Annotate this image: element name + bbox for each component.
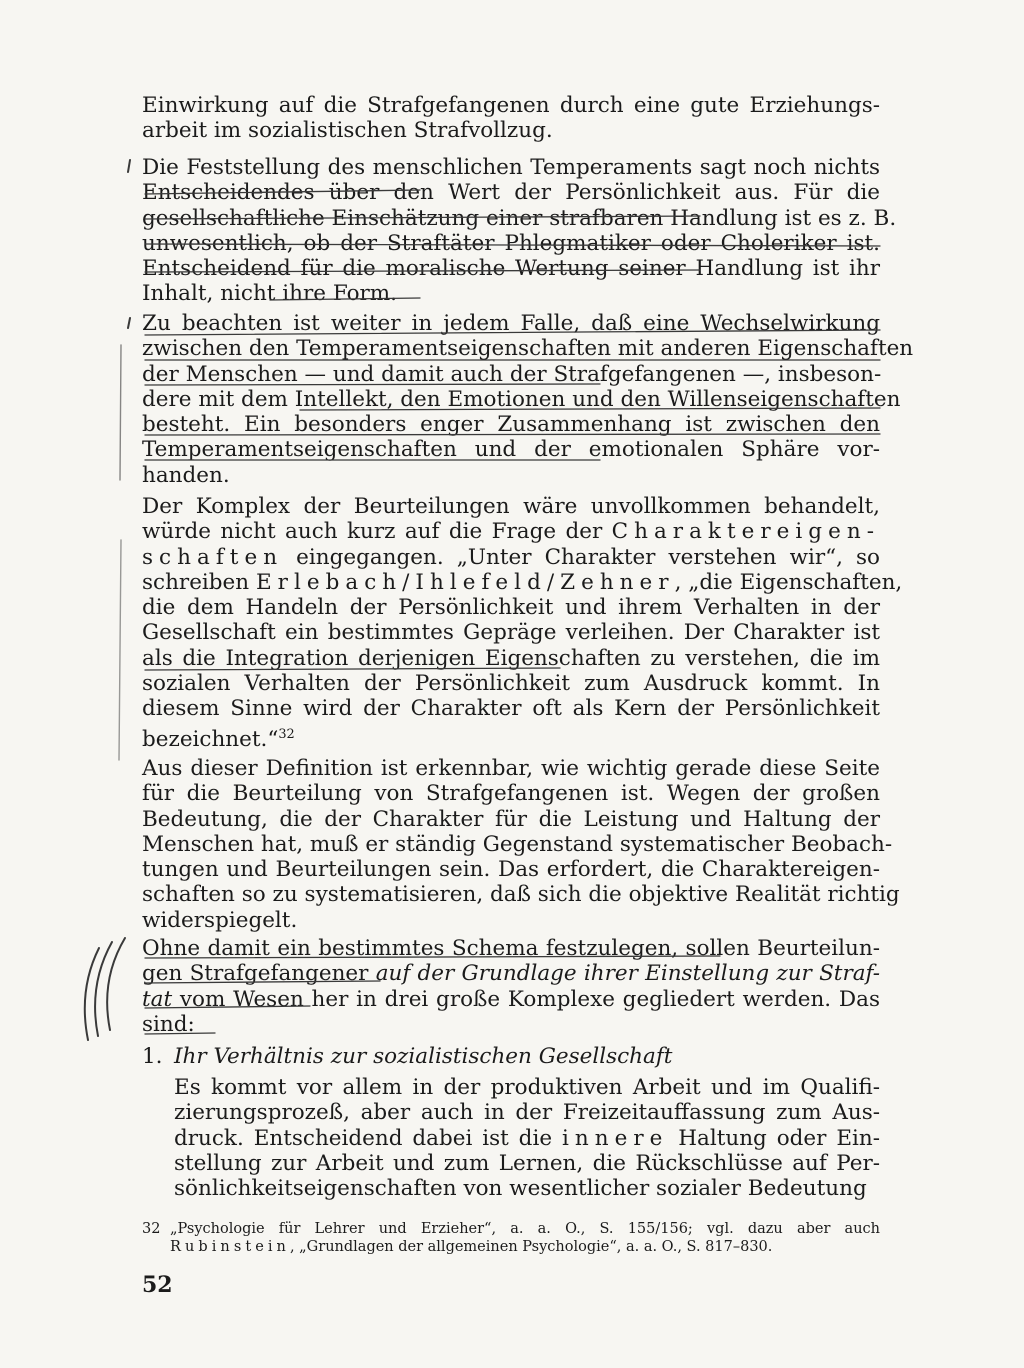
letterspaced-emphasis: Erlebach/Ihlefeld/Zehner bbox=[255, 569, 675, 595]
text-line: Es kommt vor allem in der produktiven Arbeit und im Qualifi- bbox=[174, 1075, 880, 1100]
paragraph bbox=[142, 756, 900, 933]
text-line: gen Strafgefangener auf der Grundlage ihrer Einstellung zur Straf- bbox=[142, 961, 880, 987]
text-line: Menschen hat, muß er ständig Gegenstand systematischer Beobach- bbox=[142, 831, 893, 857]
text-line: „Psychologie für Lehrer und Erzieher“, a. a. O., S. 155/156; vgl. dazu aber auch bbox=[170, 1221, 880, 1237]
text-line: Die Feststellung des menschlichen Temperaments sagt noch nichts bbox=[142, 155, 880, 180]
text-line: Aus dieser Definition ist erkennbar, wie wichtig gerade diese Seite bbox=[142, 756, 880, 781]
text-line: handen. bbox=[142, 462, 230, 488]
text-line: Einwirkung auf die Strafgefangenen durch eine gute Erziehungs- bbox=[142, 93, 880, 118]
text-line: Entscheidend für die moralische Wertung seiner Handlung ist ihr bbox=[142, 256, 880, 282]
text-line: zwischen den Temperamentseigenschaften mit anderen Eigenschaften bbox=[142, 336, 914, 362]
text-line: widerspiegelt. bbox=[142, 907, 298, 933]
paragraph bbox=[142, 494, 903, 752]
text-line: gesellschaftliche Einschätzung einer strafbaren Handlung ist es z. B. bbox=[142, 205, 897, 231]
text-line: Inhalt, nicht ihre Form. bbox=[142, 281, 398, 307]
page-number: 52 bbox=[142, 1272, 173, 1298]
text-line: Gesellschaft ein bestimmtes Gepräge verleihen. Der Charakter ist bbox=[142, 620, 880, 646]
text-line: diesem Sinne wird der Charakter oft als Kern der Persönlichkeit bbox=[142, 696, 880, 722]
text-line: tungen und Beurteilungen sein. Das erfordert, die Charaktereigen- bbox=[142, 857, 880, 883]
text-line: druck. Entscheidend dabei ist die innere Haltung oder Ein- bbox=[174, 1125, 881, 1151]
text-line: bezeichnet.“$^{32}$ bbox=[142, 726, 295, 752]
text-line: stellung zur Arbeit und zum Lernen, die Rückschlüsse auf Per- bbox=[174, 1150, 880, 1176]
paragraph bbox=[142, 311, 914, 488]
footnote-number: 32 bbox=[142, 1221, 161, 1237]
letterspaced-emphasis: schaften bbox=[142, 544, 284, 570]
paragraph bbox=[142, 155, 897, 307]
text-line: würde nicht auch kurz auf die Frage der Charaktereigen- bbox=[142, 519, 880, 545]
letterspaced-emphasis: innere bbox=[561, 1125, 669, 1151]
list-number: 1. bbox=[142, 1044, 163, 1069]
paragraph bbox=[142, 93, 880, 144]
text-line: zierungsprozeß, aber auch in der Freizeitauffassung zum Aus- bbox=[174, 1100, 880, 1126]
text-line: schreiben Erlebach/Ihlefeld/Zehner, „die Eigenschaften, bbox=[142, 569, 903, 595]
text-line: der Menschen — und damit auch der Strafgefangenen —, insbeson- bbox=[142, 361, 882, 387]
text-line: tat vom Wesen her in drei große Komplexe gegliedert werden. Das bbox=[142, 986, 880, 1012]
text-line: schaften eingegangen. „Unter Charakter verstehen wir“, so bbox=[142, 544, 880, 570]
text-line: dere mit dem Intellekt, den Emotionen und den Willenseigenschaften bbox=[142, 386, 901, 412]
text-line: sozialen Verhalten der Persönlichkeit zum Ausdruck kommt. In bbox=[142, 671, 880, 697]
list-heading: Ihr Verhältnis zur sozialistischen Gesellschaft bbox=[174, 1044, 673, 1069]
text-line: für die Beurteilung von Strafgefangenen ist. Wegen der großen bbox=[142, 781, 880, 807]
list-body bbox=[174, 1075, 880, 1201]
text-line: arbeit im sozialistischen Strafvollzug. bbox=[142, 118, 553, 144]
text-line: als die Integration derjenigen Eigenschaften zu verstehen, die im bbox=[142, 645, 880, 671]
text-line: Ohne damit ein bestimmtes Schema festzulegen, sollen Beurteilun- bbox=[142, 936, 880, 961]
text-line: Zu beachten ist weiter in jedem Falle, daß eine Wechselwirkung bbox=[142, 311, 880, 336]
footnote-ref: 32 bbox=[278, 726, 295, 742]
paragraph bbox=[142, 936, 880, 1037]
text-line: besteht. Ein besonders enger Zusammenhang ist zwischen den bbox=[142, 412, 880, 438]
text-line: Temperamentseigenschaften und der emotionalen Sphäre vor- bbox=[142, 437, 880, 463]
text-line: schaften so zu systematisieren, daß sich die objektive Realität richtig bbox=[142, 882, 900, 908]
text-line: sönlichkeitseigenschaften von wesentlicher sozialer Bedeutung bbox=[174, 1176, 867, 1202]
letterspaced-emphasis: Rubinstein bbox=[170, 1239, 290, 1255]
footnote-text bbox=[170, 1220, 880, 1256]
text-line: Entscheidendes über den Wert der Persönlichkeit aus. Für die bbox=[142, 180, 880, 206]
italic-emphasis: tat bbox=[142, 986, 173, 1012]
letterspaced-emphasis: Charaktereigen- bbox=[611, 519, 880, 545]
text-line: die dem Handeln der Persönlichkeit und ihrem Verhalten in der bbox=[142, 595, 880, 621]
text-line: Bedeutung, die der Charakter für die Leistung und Haltung der bbox=[142, 806, 880, 832]
text-line: sind: bbox=[142, 1011, 195, 1037]
text-line: Rubinstein, „Grundlagen der allgemeinen Psychologie“, a. a. O., S. 817–830. bbox=[170, 1239, 773, 1255]
text-line: unwesentlich, ob der Straftäter Phlegmatiker oder Choleriker ist. bbox=[142, 230, 880, 256]
text-line: Der Komplex der Beurteilungen wäre unvollkommen behandelt, bbox=[142, 494, 880, 519]
italic-emphasis: auf der Grundlage ihrer Einstellung zur Straf- bbox=[375, 961, 880, 987]
